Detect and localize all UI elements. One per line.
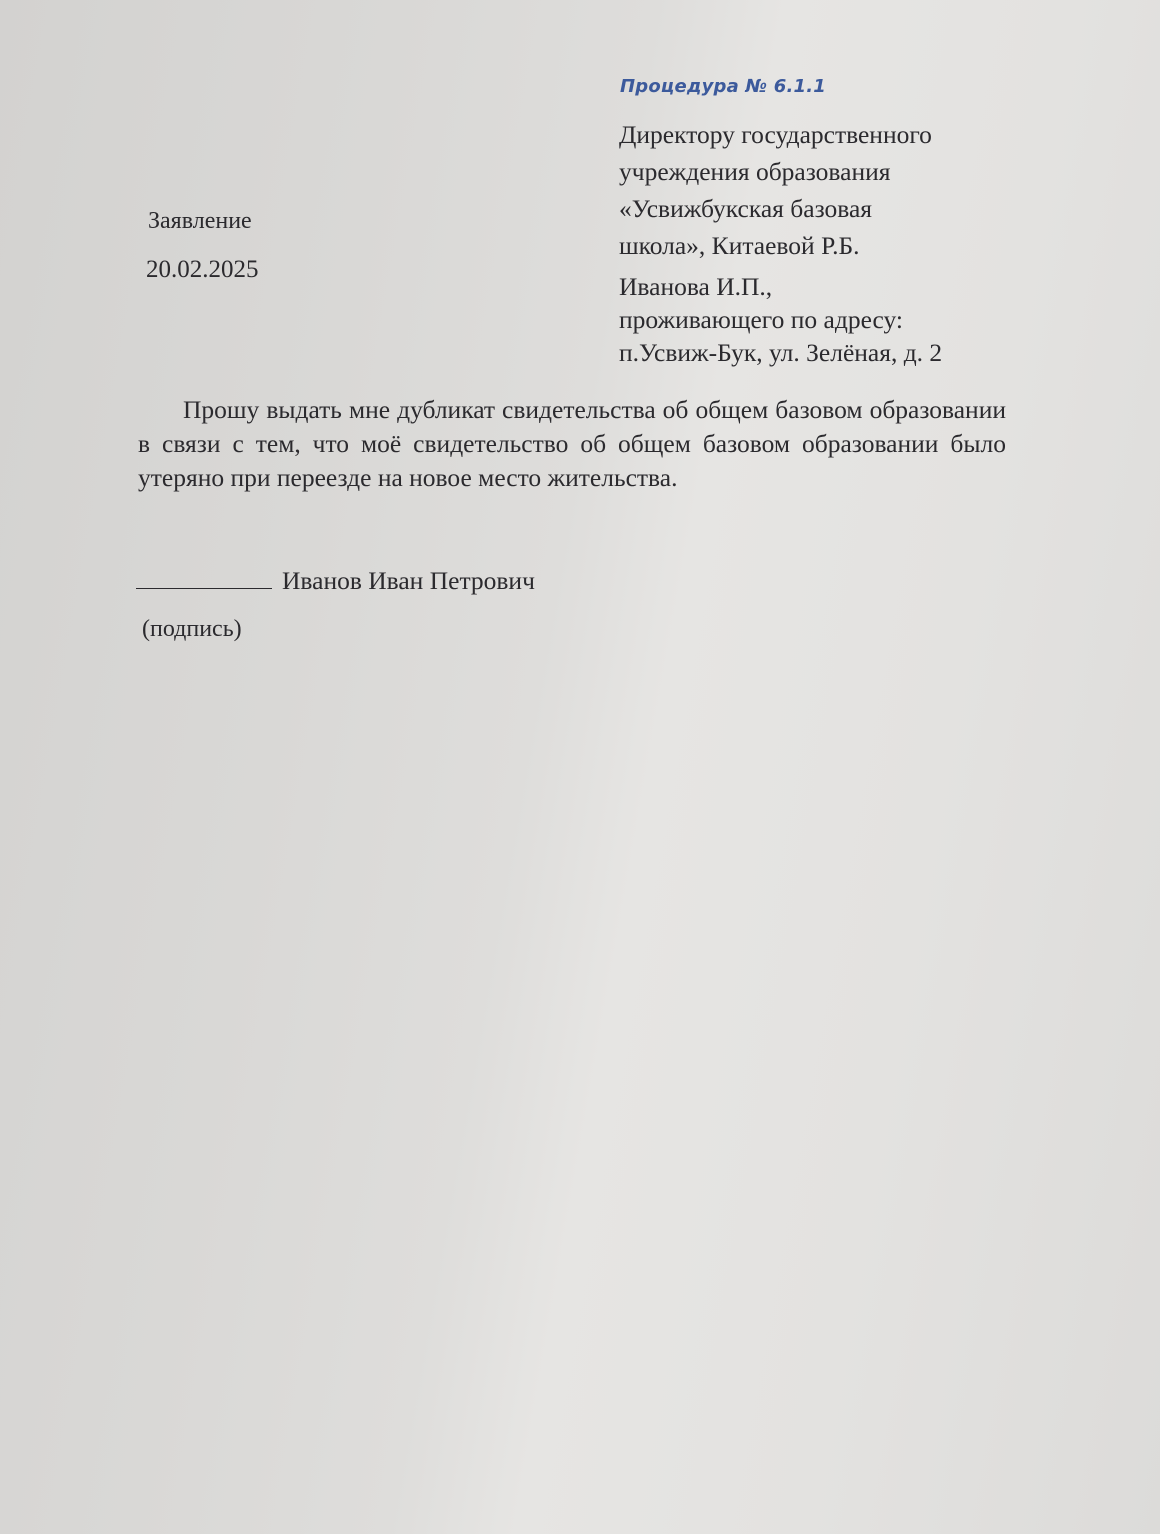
- document-type: Заявление: [148, 208, 252, 234]
- document-date: 20.02.2025: [146, 256, 259, 283]
- sender-block: [619, 270, 1039, 369]
- signature-line: [136, 566, 535, 596]
- addressee-line: «Усвижбукская базовая: [619, 194, 872, 223]
- application-body: Прошу выдать мне дубликат свидетельства об общем базовом образовании в связи с тем, что моё свидетельство об общем базовом образовании было утеряно при переезде на новое место жительства.: [138, 395, 1006, 492]
- signature-caption: (подпись): [142, 616, 242, 642]
- sender-line: Иванова И.П.,: [619, 272, 773, 301]
- addressee-line: Директору государственного: [619, 120, 932, 149]
- sender-line: п.Усвиж-Бук, ул. Зелёная, д. 2: [619, 338, 943, 367]
- addressee-block: [619, 116, 1039, 264]
- signatory-name: Иванов Иван Петрович: [282, 566, 535, 595]
- signature-blank: [136, 568, 272, 589]
- addressee-line: школа», Китаевой Р.Б.: [619, 231, 860, 260]
- sender-line: проживающего по адресу:: [619, 305, 903, 334]
- addressee-line: учреждения образования: [619, 157, 891, 186]
- procedure-label: Процедура № 6.1.1: [620, 76, 827, 97]
